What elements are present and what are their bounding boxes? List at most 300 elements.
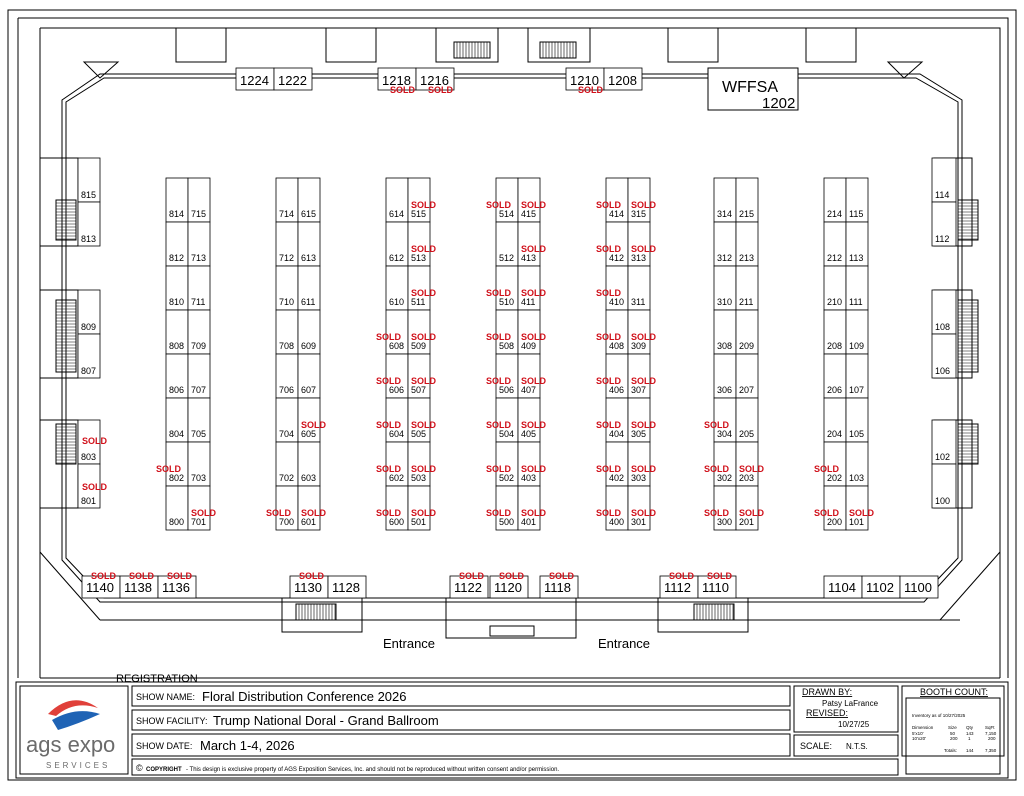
sold-marker-600: SOLD <box>376 508 402 518</box>
booth-number: 313 <box>631 253 647 263</box>
booth-100[interactable] <box>932 464 956 508</box>
booth-number: 114 <box>935 190 950 200</box>
booth-210[interactable] <box>824 266 846 310</box>
booth-number: 501 <box>411 517 427 527</box>
booth-number: 300 <box>717 517 733 527</box>
booth-306[interactable] <box>714 354 736 398</box>
booth-800[interactable] <box>166 486 188 530</box>
booth-number: 207 <box>739 385 755 395</box>
sold-marker-1218: SOLD <box>390 85 416 95</box>
booth-number: 1112 <box>664 580 691 595</box>
booth-215[interactable] <box>736 178 758 222</box>
booth-number: 115 <box>849 209 864 219</box>
booth-number: 605 <box>301 429 317 439</box>
booth-number: 415 <box>521 209 537 219</box>
sold-marker-305: SOLD <box>631 420 657 430</box>
logo-tagline: SERVICES <box>46 761 111 770</box>
booth-number: 510 <box>499 297 515 307</box>
booth-103[interactable] <box>846 442 868 486</box>
sold-marker-201: SOLD <box>739 508 765 518</box>
booth-number: 500 <box>499 517 515 527</box>
sold-marker-202: SOLD <box>814 464 840 474</box>
drawn-by-value: Patsy LaFrance <box>822 699 879 708</box>
booth-number: 505 <box>411 429 427 439</box>
booth-607[interactable] <box>298 354 320 398</box>
booth-108[interactable] <box>932 290 956 334</box>
booth-807[interactable] <box>78 334 100 378</box>
booth-number: 713 <box>191 253 207 263</box>
bc-row1-sqft: 7,150 <box>985 731 997 736</box>
booth-813[interactable] <box>78 202 100 246</box>
booth-314[interactable] <box>714 178 736 222</box>
booth-number: 1210 <box>570 73 599 88</box>
booth-614[interactable] <box>386 178 408 222</box>
booth-number: 407 <box>521 385 537 395</box>
booth-number: 411 <box>521 297 536 307</box>
booth-number: 412 <box>609 253 625 263</box>
booth-number: 307 <box>631 385 647 395</box>
booth-611[interactable] <box>298 266 320 310</box>
booth-1208[interactable] <box>604 68 642 90</box>
booth-number: 112 <box>935 234 950 244</box>
sold-marker-1136: SOLD <box>167 571 193 581</box>
booth-number: 802 <box>169 473 185 483</box>
sold-marker-413: SOLD <box>521 244 547 254</box>
copyright-text: - This design is exclusive property of AGS Exposition Services, Inc. and should not be reproduced without written consent and/or permission. <box>186 767 560 773</box>
booth-number: 511 <box>411 297 426 307</box>
booth-number: 312 <box>717 253 733 263</box>
booth-number: 815 <box>81 190 97 200</box>
booth-111[interactable] <box>846 266 868 310</box>
bc-row2-size: 200 <box>950 736 958 741</box>
booth-number: 1224 <box>240 73 269 88</box>
booth-712[interactable] <box>276 222 298 266</box>
sold-marker-405: SOLD <box>521 420 547 430</box>
booth-1202-wffsa[interactable] <box>708 68 798 112</box>
booth-number: 807 <box>81 366 97 376</box>
booth-209[interactable] <box>736 310 758 354</box>
booth-204[interactable] <box>824 398 846 442</box>
booth-number: 413 <box>521 253 537 263</box>
booth-number: 408 <box>609 341 625 351</box>
booth-number: 206 <box>827 385 843 395</box>
booth-number: 303 <box>631 473 647 483</box>
booth-number: 610 <box>389 297 405 307</box>
booth-number: 100 <box>935 496 951 506</box>
copyright-mark: © <box>136 763 143 773</box>
sold-marker-400: SOLD <box>596 508 622 518</box>
booth-number: 606 <box>389 385 405 395</box>
booth-number: 813 <box>81 234 97 244</box>
bc-header-sqft: SqFt <box>985 725 995 730</box>
bc-row2-qty: 1 <box>968 736 971 741</box>
booth-number: 614 <box>389 209 405 219</box>
booth-number: 1120 <box>494 580 522 595</box>
booth-number: 209 <box>739 341 755 351</box>
sold-marker-503: SOLD <box>411 464 437 474</box>
booth-number: 512 <box>499 253 515 263</box>
bc-row2-dimension: 10'x20' <box>912 736 926 741</box>
booth-710[interactable] <box>276 266 298 310</box>
booth-number: 314 <box>717 209 733 219</box>
booth-706[interactable] <box>276 354 298 398</box>
booth-number: 107 <box>849 385 865 395</box>
sold-marker-700: SOLD <box>266 508 292 518</box>
booth-206[interactable] <box>824 354 846 398</box>
booth-number: 612 <box>389 253 405 263</box>
sold-marker-605: SOLD <box>301 420 327 430</box>
booth-number: 708 <box>279 341 295 351</box>
drawn-by-label: DRAWN BY: <box>802 687 853 697</box>
booth-number: 609 <box>301 341 317 351</box>
booth-number: 810 <box>169 297 185 307</box>
booth-number: 108 <box>935 322 951 332</box>
entrance-label-left: Entrance <box>383 636 436 651</box>
booth-107[interactable] <box>846 354 868 398</box>
bc-header-qty: Qty <box>966 725 974 730</box>
booth-number: 1138 <box>124 580 152 595</box>
sold-marker-203: SOLD <box>739 464 765 474</box>
booth-214[interactable] <box>824 178 846 222</box>
booth-208[interactable] <box>824 310 846 354</box>
booth-113[interactable] <box>846 222 868 266</box>
booth-106[interactable] <box>932 334 956 378</box>
booth-count-label: BOOTH COUNT: <box>920 687 989 697</box>
sold-marker-510: SOLD <box>486 288 512 298</box>
sold-marker-1120: SOLD <box>499 571 525 581</box>
sold-marker-1110: SOLD <box>707 571 733 581</box>
booth-number: 410 <box>609 297 625 307</box>
booth-715[interactable] <box>188 178 210 222</box>
booth-number: 315 <box>631 209 647 219</box>
booth-number: 309 <box>631 341 647 351</box>
booth-603[interactable] <box>298 442 320 486</box>
booth-709[interactable] <box>188 310 210 354</box>
scale-label: SCALE: <box>800 741 833 751</box>
booth-102[interactable] <box>932 420 956 464</box>
booth-809[interactable] <box>78 290 100 334</box>
sold-marker-412: SOLD <box>596 244 622 254</box>
sold-marker-1130: SOLD <box>299 571 325 581</box>
booth-512[interactable] <box>496 222 518 266</box>
sold-marker-604: SOLD <box>376 420 402 430</box>
sold-marker-504: SOLD <box>486 420 512 430</box>
booth-number: 215 <box>739 209 755 219</box>
booth-310[interactable] <box>714 266 736 310</box>
booth-number: 714 <box>279 209 295 219</box>
booth-number: 502 <box>499 473 515 483</box>
sold-marker-408: SOLD <box>596 332 622 342</box>
sold-marker-602: SOLD <box>376 464 402 474</box>
sold-marker-606: SOLD <box>376 376 402 386</box>
entrance-label-right: Entrance <box>598 636 651 651</box>
bc-row2-sqft: 200 <box>988 736 996 741</box>
booth-number: 710 <box>279 297 295 307</box>
booth-number: 401 <box>521 517 537 527</box>
booth-808[interactable] <box>166 310 188 354</box>
sold-marker-802: SOLD <box>156 464 182 474</box>
booth-205[interactable] <box>736 398 758 442</box>
booth-207[interactable] <box>736 354 758 398</box>
bc-row1-size: 50 <box>950 731 956 736</box>
booth-number: 1216 <box>420 73 449 88</box>
sold-marker-307: SOLD <box>631 376 657 386</box>
sold-marker-200: SOLD <box>814 508 840 518</box>
show-name-value: Floral Distribution Conference 2026 <box>202 689 407 704</box>
logo-name: ags expo <box>26 732 116 757</box>
sold-marker-515: SOLD <box>411 200 437 210</box>
booth-212[interactable] <box>824 222 846 266</box>
show-name-label: SHOW NAME: <box>136 692 196 702</box>
booth-number: 607 <box>301 385 317 395</box>
booth-number: 707 <box>191 385 207 395</box>
sold-marker-101: SOLD <box>849 508 875 518</box>
booth-number: 702 <box>279 473 295 483</box>
booth-number: 402 <box>609 473 625 483</box>
sold-marker-502: SOLD <box>486 464 512 474</box>
booth-number: 211 <box>739 297 754 307</box>
booth-number: 205 <box>739 429 755 439</box>
wffsa-booth-number: 1202 <box>762 95 796 112</box>
sold-marker-514: SOLD <box>486 200 512 210</box>
booth-804[interactable] <box>166 398 188 442</box>
revised-value: 10/27/25 <box>838 720 870 729</box>
booth-211[interactable] <box>736 266 758 310</box>
booth-number: 504 <box>499 429 515 439</box>
sold-marker-402: SOLD <box>596 464 622 474</box>
booth-number: 304 <box>717 429 733 439</box>
sold-marker-511: SOLD <box>411 288 437 298</box>
booth-number: 103 <box>849 473 865 483</box>
bc-totals-label: Totals: <box>944 748 958 753</box>
wffsa-name: WFFSA <box>722 79 778 96</box>
booth-number: 506 <box>499 385 515 395</box>
booth-number: 406 <box>609 385 625 395</box>
booth-711[interactable] <box>188 266 210 310</box>
booth-213[interactable] <box>736 222 758 266</box>
booth-708[interactable] <box>276 310 298 354</box>
sold-marker-500: SOLD <box>486 508 512 518</box>
booth-number: 812 <box>169 253 185 263</box>
booth-806[interactable] <box>166 354 188 398</box>
booth-number: 800 <box>169 517 185 527</box>
booth-number: 704 <box>279 429 295 439</box>
sold-marker-401: SOLD <box>521 508 547 518</box>
booth-number: 513 <box>411 253 427 263</box>
booth-number: 109 <box>849 341 865 351</box>
sold-marker-409: SOLD <box>521 332 547 342</box>
booth-number: 1118 <box>544 580 571 595</box>
sold-marker-407: SOLD <box>521 376 547 386</box>
sold-marker-406: SOLD <box>596 376 622 386</box>
bc-header-size: Size <box>948 725 957 730</box>
booth-815[interactable] <box>78 158 100 202</box>
booth-number: 1100 <box>904 580 932 595</box>
sold-marker-509: SOLD <box>411 332 437 342</box>
booth-number: 105 <box>849 429 865 439</box>
show-facility-value: Trump National Doral - Grand Ballroom <box>213 713 439 728</box>
booth-number: 200 <box>827 517 843 527</box>
booth-number: 101 <box>849 517 865 527</box>
booth-number: 809 <box>81 322 97 332</box>
booth-number: 414 <box>609 209 625 219</box>
booth-number: 611 <box>301 297 316 307</box>
sold-marker-1118: SOLD <box>549 571 575 581</box>
booth-702[interactable] <box>276 442 298 486</box>
booth-number: 106 <box>935 366 951 376</box>
sold-marker-1216: SOLD <box>428 85 454 95</box>
booth-number: 301 <box>631 517 647 527</box>
booth-number: 210 <box>827 297 843 307</box>
booth-610[interactable] <box>386 266 408 310</box>
booth-1222[interactable] <box>274 68 312 90</box>
booth-308[interactable] <box>714 310 736 354</box>
booth-609[interactable] <box>298 310 320 354</box>
booth-114[interactable] <box>932 158 956 202</box>
booth-number: 604 <box>389 429 405 439</box>
booth-number: 801 <box>81 496 97 506</box>
booth-number: 1104 <box>828 580 856 595</box>
booth-number: 703 <box>191 473 207 483</box>
bc-row1-qty: 143 <box>966 731 974 736</box>
booth-number: 311 <box>631 297 646 307</box>
booth-number: 1130 <box>294 580 322 595</box>
booth-714[interactable] <box>276 178 298 222</box>
booth-1102[interactable] <box>862 576 900 598</box>
booth-number: 201 <box>739 517 755 527</box>
sold-marker-1210: SOLD <box>578 85 604 95</box>
booth-number: 204 <box>827 429 843 439</box>
booth-705[interactable] <box>188 398 210 442</box>
booth-number: 102 <box>935 452 951 462</box>
booth-number: 302 <box>717 473 733 483</box>
booth-613[interactable] <box>298 222 320 266</box>
booth-1104[interactable] <box>824 576 862 598</box>
show-facility-label: SHOW FACILITY: <box>136 716 208 726</box>
booth-615[interactable] <box>298 178 320 222</box>
booth-number: 601 <box>301 517 317 527</box>
booth-number: 806 <box>169 385 185 395</box>
booth-707[interactable] <box>188 354 210 398</box>
sold-marker-403: SOLD <box>521 464 547 474</box>
sold-marker-309: SOLD <box>631 332 657 342</box>
booth-number: 308 <box>717 341 733 351</box>
sold-marker-1140: SOLD <box>91 571 117 581</box>
booth-311[interactable] <box>628 266 650 310</box>
booth-number: 1222 <box>278 73 307 88</box>
booth-number: 400 <box>609 517 625 527</box>
booth-number: 305 <box>631 429 647 439</box>
sold-marker-315: SOLD <box>631 200 657 210</box>
booth-number: 1110 <box>702 580 729 595</box>
sold-marker-303: SOLD <box>631 464 657 474</box>
sold-marker-1122: SOLD <box>459 571 485 581</box>
registration-label: REGISTRATION <box>116 673 198 685</box>
booth-number: 803 <box>81 452 97 462</box>
booth-105[interactable] <box>846 398 868 442</box>
booth-number: 202 <box>827 473 843 483</box>
sold-marker-301: SOLD <box>631 508 657 518</box>
sold-marker-513: SOLD <box>411 244 437 254</box>
booth-number: 405 <box>521 429 537 439</box>
sold-marker-601: SOLD <box>301 508 327 518</box>
booth-1128[interactable] <box>328 576 366 598</box>
booth-number: 213 <box>739 253 755 263</box>
sold-marker-411: SOLD <box>521 288 547 298</box>
booth-number: 1128 <box>332 580 360 595</box>
sold-marker-414: SOLD <box>596 200 622 210</box>
bc-header-dimension: Dimension <box>912 725 934 730</box>
booth-number: 711 <box>191 297 206 307</box>
booth-number: 403 <box>521 473 537 483</box>
show-date-value: March 1-4, 2026 <box>200 738 295 753</box>
booth-number: 804 <box>169 429 185 439</box>
booth-115[interactable] <box>846 178 868 222</box>
booth-704[interactable] <box>276 398 298 442</box>
booth-number: 705 <box>191 429 207 439</box>
booth-number: 808 <box>169 341 185 351</box>
booth-number: 1102 <box>866 580 894 595</box>
booth-number: 306 <box>717 385 733 395</box>
booth-number: 212 <box>827 253 843 263</box>
booth-number: 409 <box>521 341 537 351</box>
booth-number: 1136 <box>162 580 190 595</box>
booth-number: 507 <box>411 385 427 395</box>
sold-marker-313: SOLD <box>631 244 657 254</box>
sold-marker-507: SOLD <box>411 376 437 386</box>
sold-marker-608: SOLD <box>376 332 402 342</box>
booth-number: 1218 <box>382 73 411 88</box>
booth-number: 503 <box>411 473 427 483</box>
booth-810[interactable] <box>166 266 188 310</box>
sold-marker-404: SOLD <box>596 420 622 430</box>
inventory-note: Inventory as of 10/27/2025 <box>912 713 966 718</box>
booth-1100[interactable] <box>900 576 938 598</box>
booth-number: 1140 <box>86 580 114 595</box>
booth-812[interactable] <box>166 222 188 266</box>
booth-number: 701 <box>191 517 207 527</box>
booth-713[interactable] <box>188 222 210 266</box>
scale-value: N.T.S. <box>846 742 868 751</box>
booth-612[interactable] <box>386 222 408 266</box>
sold-marker-508: SOLD <box>486 332 512 342</box>
booth-number: 1122 <box>454 580 482 595</box>
booth-number: 814 <box>169 209 185 219</box>
booth-number: 615 <box>301 209 317 219</box>
booth-109[interactable] <box>846 310 868 354</box>
bc-row1-dimension: 5'x10' <box>912 731 924 736</box>
sold-marker-506: SOLD <box>486 376 512 386</box>
sold-marker-801: SOLD <box>82 482 108 492</box>
booth-703[interactable] <box>188 442 210 486</box>
booth-number: 203 <box>739 473 755 483</box>
booth-112[interactable] <box>932 202 956 246</box>
booth-number: 515 <box>411 209 427 219</box>
booth-number: 602 <box>389 473 405 483</box>
booth-1224[interactable] <box>236 68 274 90</box>
booth-814[interactable] <box>166 178 188 222</box>
sold-marker-304: SOLD <box>704 420 730 430</box>
booth-312[interactable] <box>714 222 736 266</box>
booth-number: 700 <box>279 517 295 527</box>
booth-number: 712 <box>279 253 295 263</box>
bc-totals-sqft: 7,350 <box>985 748 997 753</box>
booth-number: 608 <box>389 341 405 351</box>
booth-number: 600 <box>389 517 405 527</box>
booth-layer <box>78 68 956 598</box>
booth-number: 508 <box>499 341 515 351</box>
booth-number: 613 <box>301 253 317 263</box>
